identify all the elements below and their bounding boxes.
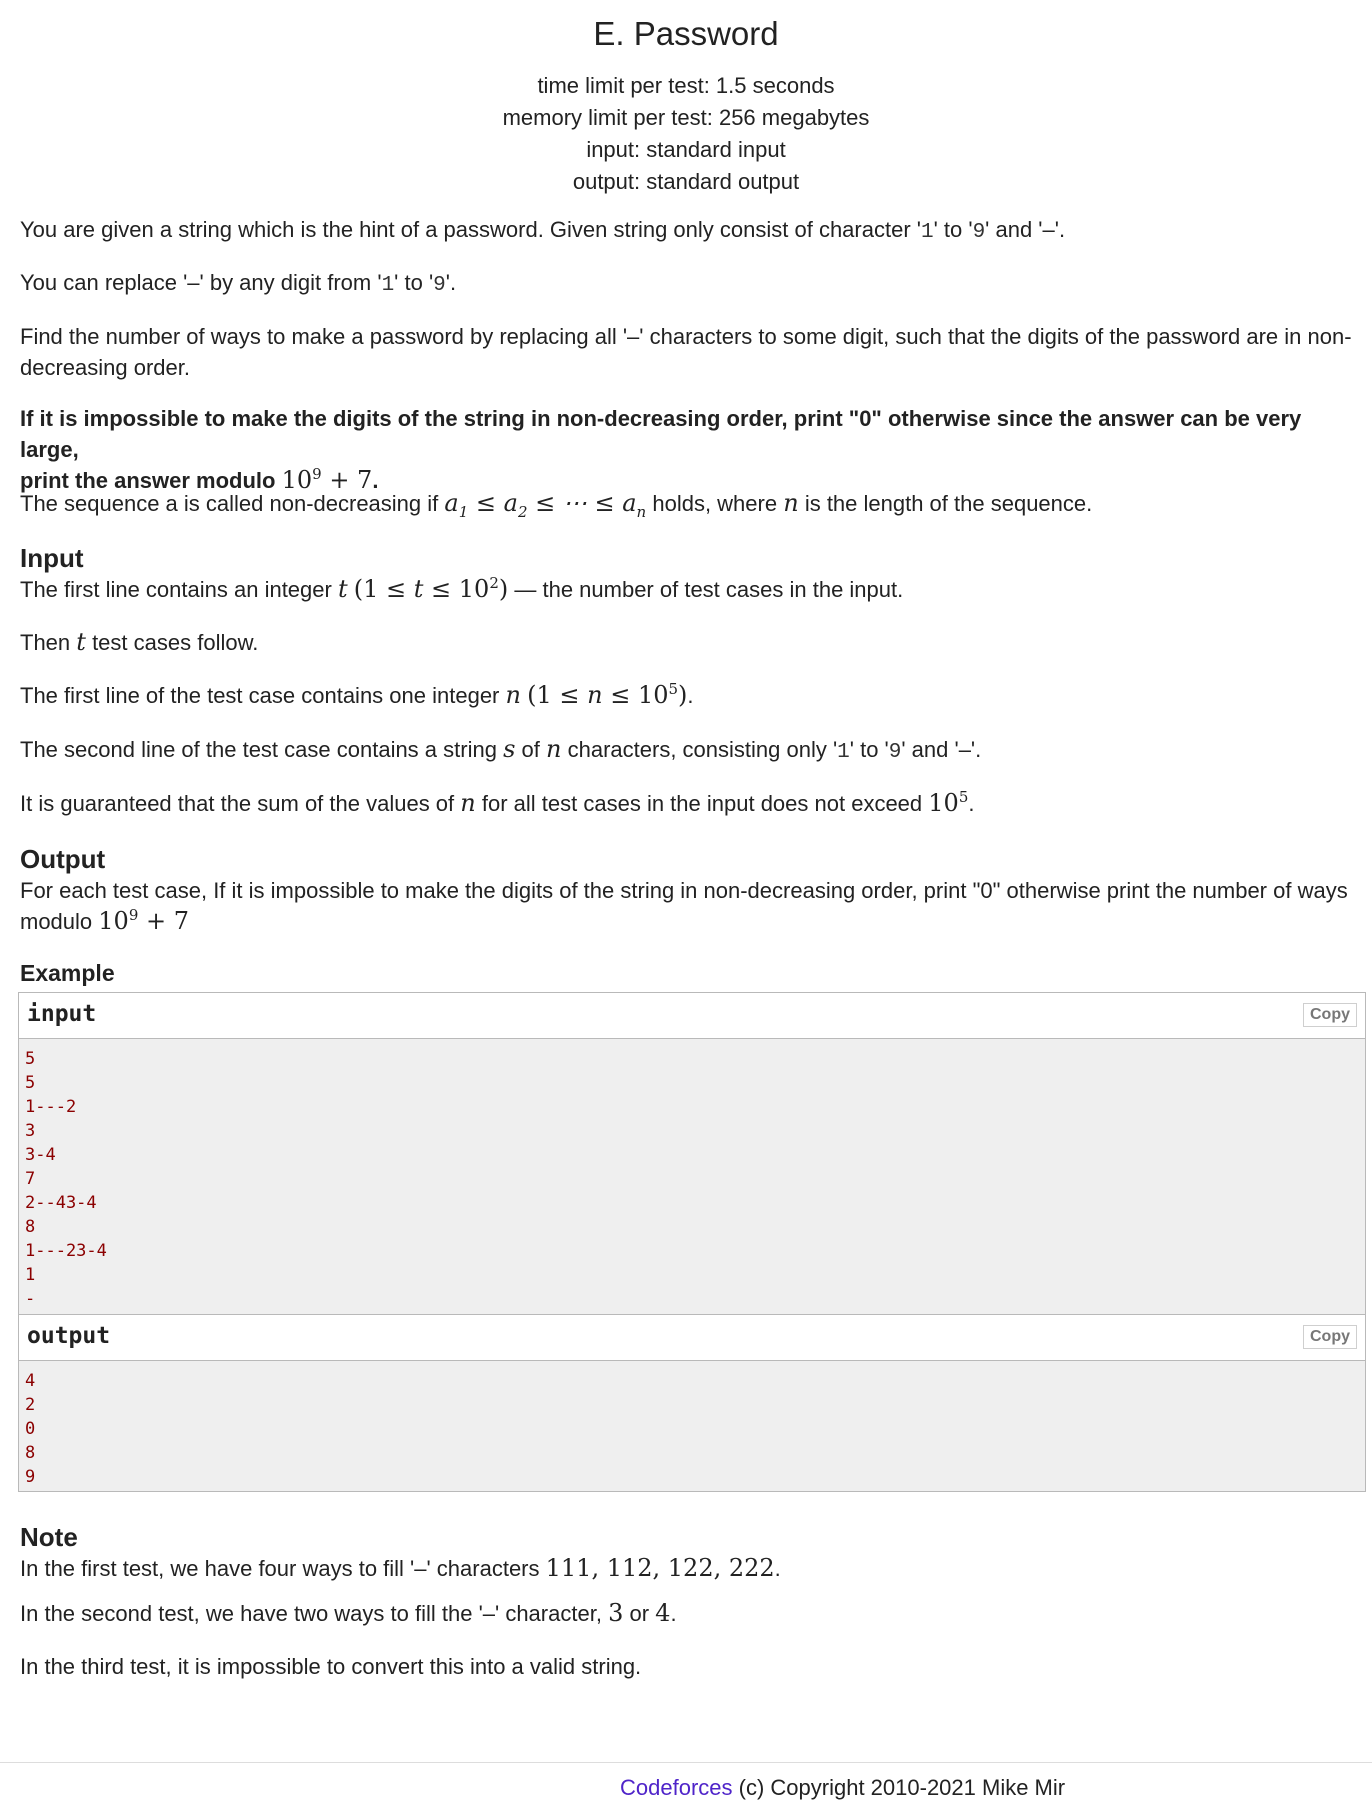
output-type: output: standard output: [572, 169, 800, 194]
output-section: [20, 843, 1360, 937]
example-line: 2--43-4: [25, 1193, 97, 1213]
input-section: [20, 542, 1360, 605]
example-input-title: input: [27, 1001, 97, 1027]
note-section: [20, 1521, 1360, 1584]
example-line: 3-4: [25, 1145, 56, 1165]
example-line: 9: [25, 1467, 36, 1487]
output-text: For each test case, If it is impossible to make the digits of the string in non-decreasing order, print "0" otherwise print the number of ways modulo $10^9 + 7$: [20, 878, 1348, 935]
example-output-box: [18, 1314, 1366, 1492]
footer-copyright: (c) Copyright 2010-2021 Mike Mir: [738, 1775, 1066, 1800]
statement-paragraph-1: You are given a string which is the hint of a password. Given string only consist of character '1' to '9' and '–'.: [20, 217, 1066, 244]
input-line-1: The first line contains an integer t $(1 \le t \le 10^2)$ — the number of test cases in the input.: [20, 574, 904, 603]
example-line: 0: [25, 1419, 36, 1439]
example-line: 3: [25, 1121, 36, 1141]
input-line-3: The first line of the test case contains one integer n $(1 \le n \le 10^5)$.: [20, 680, 694, 709]
example-line: -: [25, 1289, 36, 1309]
example-output-header: [19, 1315, 1365, 1361]
example-line: 1---23-4: [25, 1241, 107, 1261]
example-output-title: output: [27, 1323, 111, 1349]
footer-divider: [0, 1762, 1372, 1763]
example-line: 8: [25, 1217, 36, 1237]
input-heading: Input: [20, 543, 84, 573]
note-line-3: In the third test, it is impossible to convert this into a valid string.: [20, 1654, 642, 1679]
example-line: 1---2: [25, 1097, 77, 1117]
copy-input-button[interactable]: Copy: [1303, 1003, 1357, 1027]
note-line-2: In the second test, we have two ways to fill the '–' character, 3 or 4.: [20, 1599, 677, 1627]
statement-paragraph-4: If it is impossible to make the digits of the string in non-decreasing order, print "0" otherwise since the answer can be very large, print the answer modulo $10^9 + 7$.: [20, 406, 1302, 494]
statement-paragraph-5: The sequence a is called non-decreasing if $a_1 \le a_2$ ≤ ⋯ ≤ $a_n$ holds, where n is the length of the sequence.: [20, 489, 1093, 521]
input-line-5: It is guaranteed that the sum of the values of n for all test cases in the input does not exceed $10^5$.: [20, 788, 975, 817]
example-line: 7: [25, 1169, 36, 1189]
example-line: 8: [25, 1443, 36, 1463]
problem-header: [0, 0, 1372, 198]
footer-link[interactable]: Codeforces: [620, 1775, 733, 1800]
example-line: 2: [25, 1395, 36, 1415]
example-heading: Example: [20, 960, 115, 986]
note-line-1: In the first test, we have four ways to fill '–' characters 111, 112, 122, 222.: [20, 1554, 781, 1582]
example-input-body[interactable]: [19, 1039, 1365, 1315]
note-heading: Note: [20, 1522, 78, 1552]
example-line: 5: [25, 1073, 36, 1093]
statement-paragraph-3: Find the number of ways to make a password by replacing all '–' characters to some digit, such that the digits of the password are in non-decreasing order.: [20, 324, 1352, 380]
example-input-box: [18, 992, 1366, 1316]
output-heading: Output: [20, 844, 106, 874]
copy-output-button[interactable]: Copy: [1303, 1325, 1357, 1349]
example-output-body[interactable]: [19, 1361, 1365, 1491]
input-line-4: The second line of the test case contains a string s of n characters, consisting only '1' to '9' and '–'.: [20, 735, 982, 764]
memory-limit: memory limit per test: 256 megabytes: [502, 105, 870, 130]
problem-title: E. Password: [593, 15, 779, 52]
input-line-2: Then t test cases follow.: [20, 628, 259, 656]
example-line: 5: [25, 1049, 36, 1069]
footer: [620, 1775, 1065, 1801]
input-type: input: standard input: [586, 137, 786, 162]
time-limit: time limit per test: 1.5 seconds: [537, 73, 835, 98]
example-input-header: [19, 993, 1365, 1039]
statement-paragraph-2: You can replace '–' by any digit from '1' to '9'.: [20, 270, 457, 297]
example-line: 4: [25, 1371, 36, 1391]
example-line: 1: [25, 1265, 36, 1285]
